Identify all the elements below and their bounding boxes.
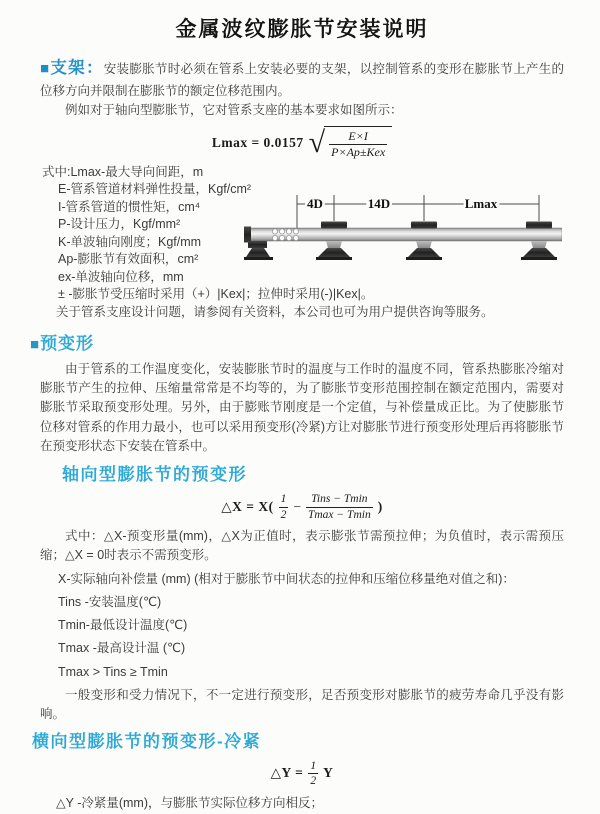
support-intro-paragraph: [40, 56, 564, 101]
axial-definition-line: Tmax -最高设计温 (℃): [58, 641, 186, 656]
support-intro-text: 安装膨胀节时必须在管系上安装必要的支架，以控制管系的变形在膨胀节上产生的位移方向并限制在膨胀节的额定位移范围内。: [40, 62, 565, 98]
sqrt-body: [324, 126, 392, 160]
predeform-section-heading: [30, 333, 564, 356]
lateral-formula-lhs: △Y =: [270, 765, 304, 781]
support-example-paragraph: 例如对于轴向型膨胀节，它对管系支座的基本要求如图所示：: [65, 103, 403, 118]
predeform-heading-label: 预变形: [40, 333, 95, 353]
pipe-end-cap: [244, 227, 251, 243]
half-fraction: [279, 492, 289, 522]
axial-definition-line: X-实际轴向补偿量 (mm) (相对于膨胀节中间状态的拉伸和压缩位移量绝对值之和)：: [58, 571, 515, 586]
axial-definition-line: Tins -安装温度(℃): [58, 594, 162, 609]
definition-line: ex-单波轴向位移，mm: [58, 269, 184, 284]
axial-formula: [40, 492, 564, 522]
definition-line: ± -膨胀节受压缩时采用（+）|Kex|；拉伸时采用(-)|Kex|。: [58, 287, 374, 302]
axial-definition-line: Tmax > Tins ≥ Tmin: [58, 664, 168, 679]
dimension-label-14d: 14D: [367, 196, 391, 211]
sqrt-sign: √: [308, 126, 326, 160]
dimension-label-4d: 4D: [307, 196, 323, 211]
definition-line: 关于管系支座设计问题，请参阅有关资料，本公司也可为用户提供咨询等服务。: [56, 304, 494, 319]
axial-definition-lines: [40, 570, 564, 682]
lateral-formula: [40, 759, 564, 789]
lmax-fraction-numerator: E×I: [348, 128, 368, 143]
page-title: 金属波纹膨胀节安装说明: [175, 18, 429, 41]
dimension-label-lmax: Lmax: [464, 196, 498, 211]
lateral-half-numerator: 1: [310, 759, 317, 772]
temperature-denominator: Tmax − Tmin: [307, 508, 371, 521]
temperature-fraction: [306, 492, 373, 522]
lmax-fraction: [329, 129, 387, 160]
blue-square-marker: ■: [30, 335, 41, 353]
support-section-heading: [40, 59, 104, 77]
axial-formula-lhs: △X = X(: [221, 499, 274, 515]
lmax-formula: [40, 126, 564, 160]
lateral-subsection-heading: 横向型膨胀节的预变形-冷紧: [32, 731, 262, 751]
lateral-half-denominator: 2: [310, 774, 317, 787]
axial-formula-rhs: ): [377, 499, 383, 515]
definition-line: I-管系管道的惯性矩，cm⁴: [58, 199, 201, 214]
half-numerator: 1: [280, 493, 287, 506]
definition-line: 式中:Lmax-最大导向间距，m: [42, 164, 204, 179]
definition-line: K-单波轴向刚度；Kgf/mm: [58, 234, 202, 249]
support-heading-label: 支架：: [50, 59, 104, 78]
definition-line: E-管系管道材料弹性投量，Kgf/cm²: [58, 182, 252, 197]
minus-sign: −: [293, 499, 301, 515]
definition-line: P-设计压力，Kgf/mm²: [58, 217, 181, 232]
lmax-formula-lhs: Lmax = 0.0157: [211, 134, 304, 150]
axial-subsection-heading: 轴向型膨胀节的预变形: [62, 465, 247, 485]
axial-remark-paragraph: 一般变形和受力情况下，不一定进行预变形，足否预变形对膨胀节的疲劳寿命几乎没有影响。: [40, 687, 564, 722]
axial-note-paragraph: 式中：△X-预变形量(mm)，△X为正值时，表示膨张节需预拉伸；为负值时，表示需预压缩；△X = 0时表示不需预变形。: [40, 528, 564, 563]
lateral-half-fraction: [308, 759, 318, 789]
axial-definition-line: Tmin-最低设计温度(℃): [58, 618, 188, 633]
temperature-numerator: Tins − Tmin: [311, 493, 368, 506]
predeform-body-paragraph: 由于管系的工作温度变化，安装膨胀节时的温度与工作时的温度不同，管系热膨胀冷缩对膨胀节产生的拉伸、压缩量常常是不均等的，为了膨胀节变形范围控制在额定范围内，需要对膨胀节采取预变形处理。另外，由于膨账节刚度是一个定值，与补偿量成正比。为了使膨胀节位移对管系的作用力最小，也可以采用预变形(冷紧)方让对膨胀节进行预变形处理后再将膨胀节在预变形状态下安装在管系中。: [40, 361, 564, 454]
pipe-support-diagram: [244, 190, 562, 268]
definition-line: Ap-膨胀节有效面积，cm²: [58, 252, 199, 267]
lmax-fraction-denominator: P×Ap±Kex: [331, 144, 386, 159]
blue-square-marker: ■: [40, 60, 51, 78]
lateral-formula-rhs: Y: [323, 765, 334, 781]
anchor-support: [244, 241, 273, 260]
lateral-note-line: △Y -冷紧量(mm)，与膨胀节实际位移方向相反；: [56, 796, 324, 811]
half-denominator: 2: [280, 508, 287, 521]
